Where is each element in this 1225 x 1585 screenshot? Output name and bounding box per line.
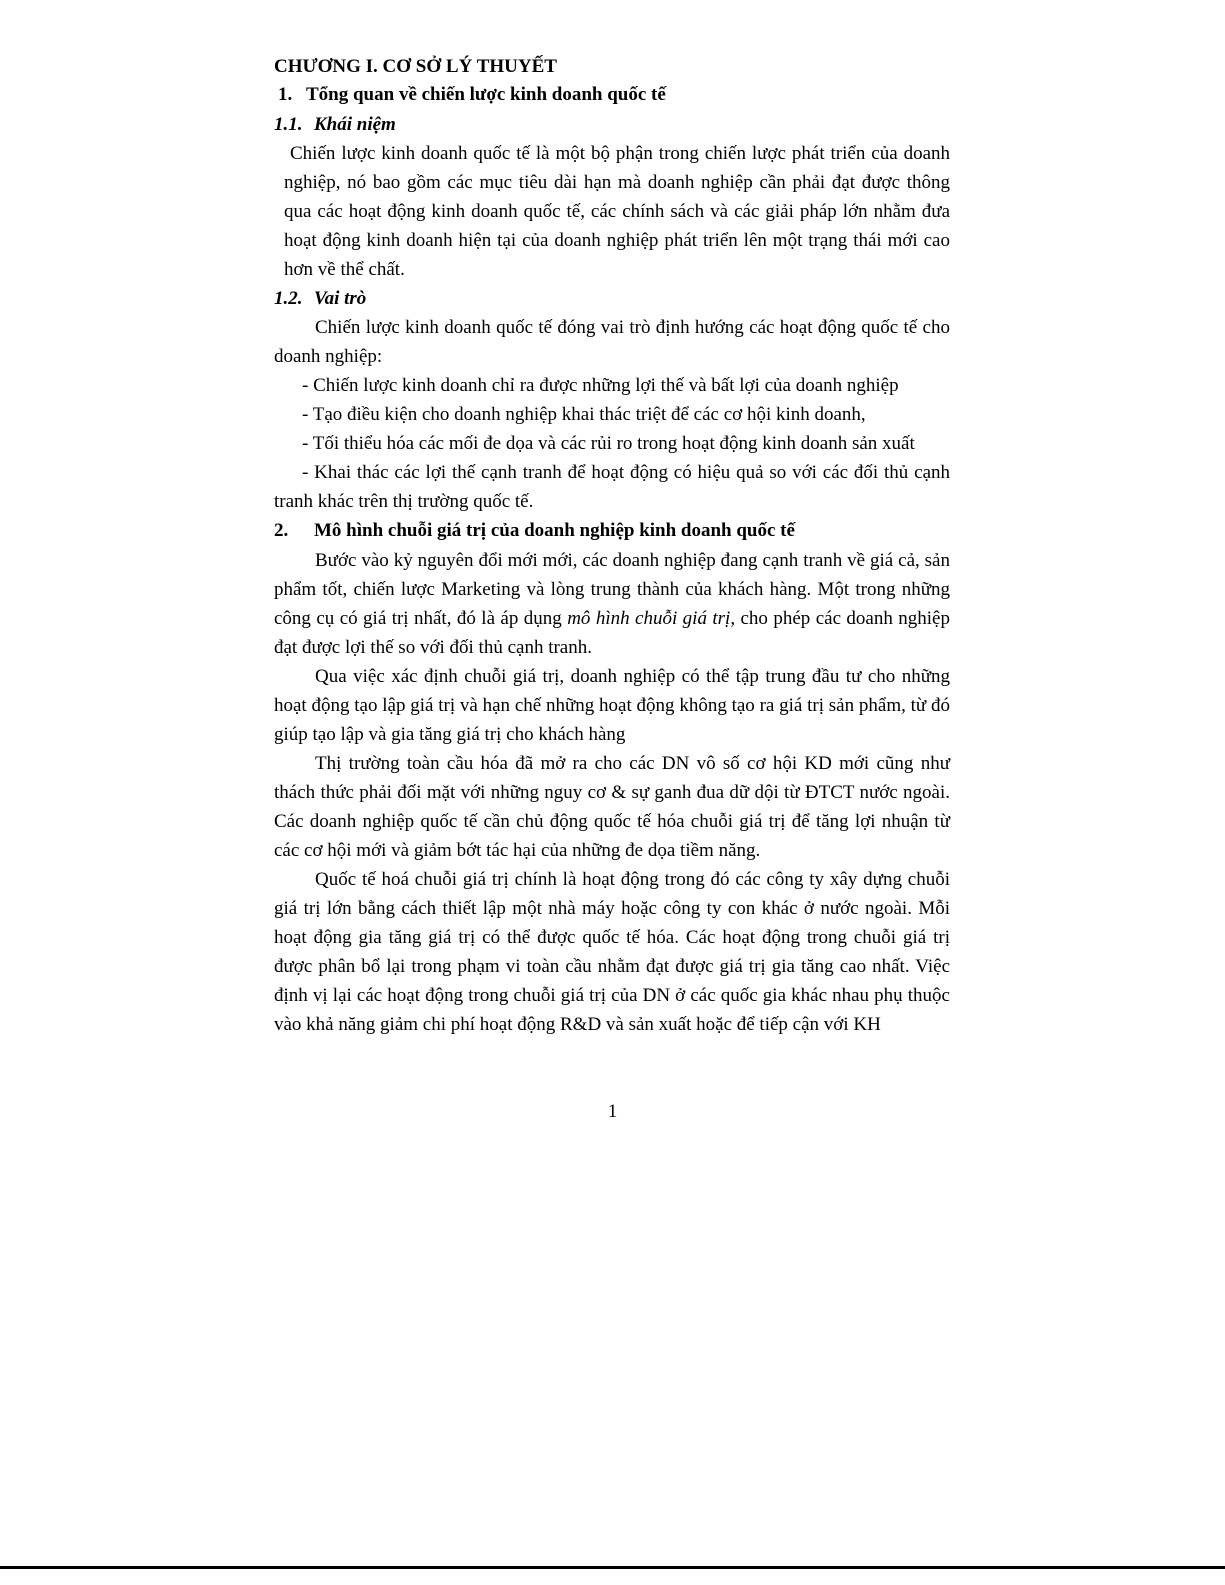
subsection-1-2-title: Vai trò xyxy=(314,288,367,309)
subsection-1-1-heading xyxy=(274,110,950,139)
page-content xyxy=(274,52,950,1039)
role-bullet-2: - Tạo điều kiện cho doanh nghiệp khai thác triệt để các cơ hội kinh doanh, xyxy=(302,404,866,425)
value-chain-paragraph-1-text-b: , cho phép các doanh nghiệp đạt được lợi thế so với đối thủ cạnh tranh. xyxy=(274,608,950,658)
subsection-1-2-number: 1.2. xyxy=(274,288,303,309)
value-chain-paragraph-4: Quốc tế hoá chuỗi giá trị chính là hoạt động trong đó các công ty xây dựng chuỗi giá trị lớn bằng cách thiết lập một nhà máy hoặc công ty con khác ở nước ngoài. Mỗi hoạt động gia tăng giá trị có thể được quốc tế hóa. Các hoạt động trong chuỗi giá trị được phân bổ lại trong phạm vi toàn cầu nhằm đạt được giá trị gia tăng cao nhất. Việc định vị lại các hoạt động trong chuỗi giá trị của DN ở các quốc gia khác nhau phụ thuộc vào khả năng giảm chi phí hoạt động R&D và sản xuất hoặc để tiếp cận với KH xyxy=(274,869,950,1035)
value-chain-paragraph-1 xyxy=(274,546,950,662)
bottom-divider xyxy=(0,1566,1225,1569)
role-intro-paragraph: Chiến lược kinh doanh quốc tế đóng vai trò định hướng các hoạt động quốc tế cho doanh nghiệp: xyxy=(274,317,950,367)
subsection-1-1-number: 1.1. xyxy=(274,114,303,135)
section-2-heading xyxy=(274,516,950,546)
role-bullet-1: - Chiến lược kinh doanh chỉ ra được những lợi thế và bất lợi của doanh nghiệp xyxy=(302,375,899,396)
section-2-number: 2. xyxy=(274,520,289,541)
chapter-title: CHƯƠNG I. CƠ SỞ LÝ THUYẾT xyxy=(274,56,557,77)
value-chain-paragraph-3: Thị trường toàn cầu hóa đã mở ra cho các DN vô số cơ hội KD mới cũng như thách thức phải đối mặt với những nguy cơ & sự ganh đua dữ dội từ ĐTCT nước ngoài. Các doanh nghiệp quốc tế cần chủ động quốc tế hóa chuỗi giá trị để tăng lợi nhuận từ các cơ hội mới và giảm bớt tác hại của những đe dọa tiềm năng. xyxy=(274,753,950,861)
section-1-number: 1. xyxy=(278,84,293,105)
definition-paragraph: Chiến lược kinh doanh quốc tế là một bộ phận trong chiến lược phát triển của doanh nghiệp, nó bao gồm các mục tiêu dài hạn mà doanh nghiệp cần phải đạt được thông qua các hoạt động kinh doanh quốc tế, các chính sách và các giải pháp lớn nhằm đưa hoạt động kinh doanh hiện tại của doanh nghiệp phát triển lên một trạng thái mới cao hơn về thể chất. xyxy=(284,143,950,280)
role-bullet-3: - Tối thiểu hóa các mối đe dọa và các rủi ro trong hoạt động kinh doanh sản xuất xyxy=(302,433,915,454)
value-chain-model-term: mô hình chuỗi giá trị xyxy=(567,608,731,629)
subsection-1-2-heading xyxy=(274,284,950,313)
value-chain-paragraph-1-text-a: Bước vào kỷ nguyên đổi mới mới, các doanh nghiệp đang cạnh tranh về giá cả, sản phẩm tốt, chiến lược Marketing và lòng trung thành của khách hàng. Một trong những công cụ có giá trị nhất, đó là áp dụng xyxy=(274,550,950,629)
role-bullet-4: - Khai thác các lợi thế cạnh tranh để hoạt động có hiệu quả so với các đối thủ cạnh tranh khác trên thị trường quốc tế. xyxy=(274,462,950,512)
value-chain-paragraph-2: Qua việc xác định chuỗi giá trị, doanh nghiệp có thể tập trung đầu tư cho những hoạt động tạo lập giá trị và hạn chế những hoạt động không tạo ra giá trị sản phẩm, từ đó giúp tạo lập và gia tăng giá trị cho khách hàng xyxy=(274,666,950,745)
section-2-title: Mô hình chuỗi giá trị của doanh nghiệp kinh doanh quốc tế xyxy=(314,520,795,541)
section-1-title: Tổng quan về chiến lược kinh doanh quốc tế xyxy=(306,84,666,105)
page-number: 1 xyxy=(607,1101,618,1122)
section-1-heading xyxy=(274,80,950,110)
subsection-1-1-title: Khái niệm xyxy=(314,114,396,135)
